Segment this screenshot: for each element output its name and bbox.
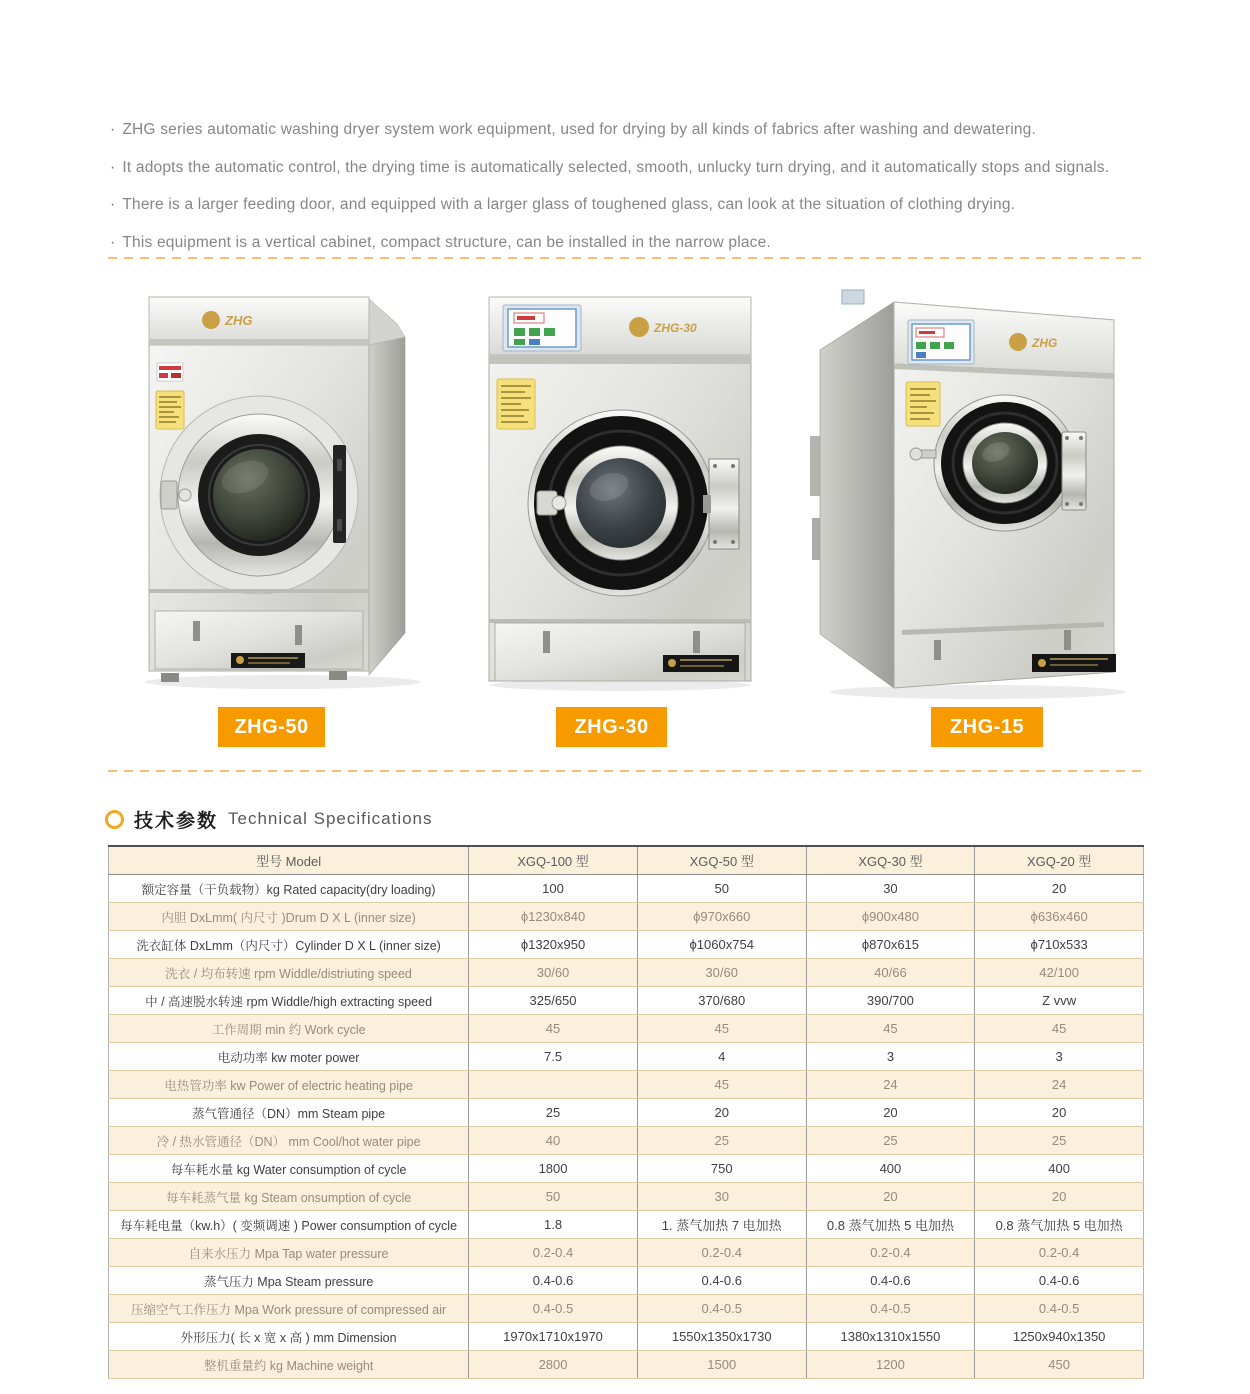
spec-cell: 40 xyxy=(469,1127,638,1155)
spec-cell: 25 xyxy=(975,1127,1144,1155)
spec-cell: 45 xyxy=(975,1015,1144,1043)
spec-cell: 0.2-0.4 xyxy=(469,1239,638,1267)
spec-cell: 25 xyxy=(806,1127,975,1155)
spec-cell: 1550x1350x1730 xyxy=(637,1323,806,1351)
panel-button xyxy=(529,339,540,345)
spec-table xyxy=(108,845,1144,1379)
spec-row xyxy=(109,903,1144,931)
brand-logo xyxy=(202,311,252,329)
spec-row xyxy=(109,875,1144,903)
door-latch-plate xyxy=(709,459,739,549)
spec-column-header: XGQ-30 型 xyxy=(806,846,975,875)
spec-row xyxy=(109,1211,1144,1239)
spec-row xyxy=(109,1071,1144,1099)
machine-seam xyxy=(489,355,751,364)
machine-image-zhg-15 xyxy=(806,286,1140,700)
spec-cell: ϕ1060x754 xyxy=(637,931,806,959)
spec-cell: 0.4-0.5 xyxy=(806,1295,975,1323)
product-figure-zhg-30 xyxy=(479,289,761,691)
spec-row-label: 电热管功率 kw Power of electric heating pipe xyxy=(109,1071,469,1099)
spec-cell: 0.8 蒸气加热 5 电加热 xyxy=(975,1211,1144,1239)
model-badge-zhg-30[interactable]: ZHG-30 xyxy=(556,707,667,747)
kick-slot xyxy=(1064,630,1071,650)
kick-slot xyxy=(934,640,941,660)
machine-shadow xyxy=(830,685,1126,699)
intro-bullet-4 xyxy=(110,224,1170,262)
spec-cell: 0.2-0.4 xyxy=(806,1239,975,1267)
spec-cell: 24 xyxy=(806,1071,975,1099)
panel-button xyxy=(529,328,540,336)
spec-cell: 45 xyxy=(806,1015,975,1043)
spec-cell: 0.4-0.6 xyxy=(637,1267,806,1295)
spec-cell: 1200 xyxy=(806,1351,975,1379)
spec-row-label: 整机重量约 kg Machine weight xyxy=(109,1351,469,1379)
top-fitting xyxy=(842,290,864,304)
spec-cell: 30 xyxy=(637,1183,806,1211)
model-badge-zhg-15[interactable]: ZHG-15 xyxy=(931,707,1043,747)
nameplate xyxy=(231,653,305,668)
intro-bullet-text: ZHG series automatic washing dryer system work equipment, used for drying by all kinds of fabrics after washing and dewatering. xyxy=(122,121,1036,138)
spec-cell: 1970x1710x1970 xyxy=(469,1323,638,1351)
spec-table-header-row xyxy=(109,846,1144,875)
section-title-en: Technical Specifications xyxy=(228,809,433,828)
model-badge-zhg-50[interactable]: ZHG-50 xyxy=(218,707,325,747)
spec-row xyxy=(109,1267,1144,1295)
machine-top-band xyxy=(149,297,369,345)
warning-sticker xyxy=(156,391,184,429)
spec-row-label: 自来水压力 Mpa Tap water pressure xyxy=(109,1239,469,1267)
spec-cell: ϕ636x460 xyxy=(975,903,1144,931)
spec-cell: 0.4-0.5 xyxy=(469,1295,638,1323)
spec-row-label: 内胆 DxLmm( 内尺寸 )Drum D X L (inner size) xyxy=(109,903,469,931)
spec-cell: 1. 蒸气加热 7 电加热 xyxy=(637,1211,806,1239)
spec-cell: 30/60 xyxy=(469,959,638,987)
control-panel xyxy=(908,320,974,364)
spec-cell: 100 xyxy=(469,875,638,903)
intro-bullet-2 xyxy=(110,149,1170,187)
intro-bullet-text: There is a larger feeding door, and equipped with a larger glass of toughened glass, can look at the situation of clothing drying. xyxy=(122,196,1016,213)
spec-row-label: 每车耗水量 kg Water consumption of cycle xyxy=(109,1155,469,1183)
kick-panel xyxy=(495,623,745,681)
intro-bullet-3 xyxy=(110,186,1170,224)
section-bullet-icon xyxy=(105,810,124,829)
warning-sticker xyxy=(906,382,940,426)
spec-cell: 0.2-0.4 xyxy=(637,1239,806,1267)
spec-row xyxy=(109,987,1144,1015)
spec-cell: ϕ1230x840 xyxy=(469,903,638,931)
spec-cell: 325/650 xyxy=(469,987,638,1015)
product-figure-zhg-15 xyxy=(806,286,1140,700)
spec-row-label: 每车耗蒸气量 kg Steam onsumption of cycle xyxy=(109,1183,469,1211)
door-handle xyxy=(179,489,191,501)
door-handle xyxy=(552,496,566,510)
machine-seam xyxy=(489,619,751,623)
spec-cell: 40/66 xyxy=(806,959,975,987)
brand-logo xyxy=(1009,333,1057,351)
spec-row-label: 冷 / 热水管通径（DN） mm Cool/hot water pipe xyxy=(109,1127,469,1155)
control-panel xyxy=(503,305,581,351)
spec-cell: 20 xyxy=(806,1183,975,1211)
spec-cell: 20 xyxy=(637,1099,806,1127)
spec-cell: ϕ710x533 xyxy=(975,931,1144,959)
door-handle xyxy=(910,448,922,460)
spec-cell: 45 xyxy=(637,1015,806,1043)
spec-cell: ϕ870x615 xyxy=(806,931,975,959)
spec-row xyxy=(109,1183,1144,1211)
panel-button xyxy=(944,342,954,349)
red-label-sticker xyxy=(157,363,183,381)
spec-row-label: 外形压力( 长 x 宽 x 高 ) mm Dimension xyxy=(109,1323,469,1351)
spec-cell: 24 xyxy=(975,1071,1144,1099)
panel-button xyxy=(930,342,940,349)
spec-row xyxy=(109,1043,1144,1071)
spec-row xyxy=(109,1239,1144,1267)
intro-bullet-1 xyxy=(110,111,1170,149)
door-assembly xyxy=(160,396,358,594)
spec-cell xyxy=(469,1071,638,1099)
spec-cell: 3 xyxy=(975,1043,1144,1071)
bullet-dot: · xyxy=(110,196,116,213)
spec-cell: 0.8 蒸气加热 5 电加热 xyxy=(806,1211,975,1239)
spec-row-label: 蒸气压力 Mpa Steam pressure xyxy=(109,1267,469,1295)
section-header xyxy=(105,804,433,834)
product-figure-zhg-50 xyxy=(133,283,440,690)
spec-cell: 1500 xyxy=(637,1351,806,1379)
machine-shadow xyxy=(145,675,421,689)
spec-row-label: 压缩空气工作压力 Mpa Work pressure of compressed air xyxy=(109,1295,469,1323)
svg-text:ZHG: ZHG xyxy=(1032,336,1058,350)
spec-row-label: 电动功率 kw moter power xyxy=(109,1043,469,1071)
spec-cell: 45 xyxy=(637,1071,806,1099)
spec-row-label: 蒸气管通径（DN）mm Steam pipe xyxy=(109,1099,469,1127)
svg-text:ZHG: ZHG xyxy=(225,313,253,328)
machine-image-zhg-50 xyxy=(133,283,440,690)
spec-table-wrap xyxy=(108,845,1144,1379)
spec-cell: 370/680 xyxy=(637,987,806,1015)
machine-image-zhg-30 xyxy=(479,289,761,691)
spec-cell: 1250x940x1350 xyxy=(975,1323,1144,1351)
spec-row xyxy=(109,1099,1144,1127)
spec-cell: ϕ900x480 xyxy=(806,903,975,931)
spec-cell: 25 xyxy=(637,1127,806,1155)
spec-cell: 390/700 xyxy=(806,987,975,1015)
spec-cell: 3 xyxy=(806,1043,975,1071)
bullet-dot: · xyxy=(110,158,116,176)
spec-cell: ϕ970x660 xyxy=(637,903,806,931)
machine-side-panel xyxy=(820,302,894,688)
spec-row xyxy=(109,1015,1144,1043)
spec-cell: 25 xyxy=(469,1099,638,1127)
spec-column-header: 型号 Model xyxy=(109,846,469,875)
spec-row xyxy=(109,1323,1144,1351)
spec-row xyxy=(109,959,1144,987)
spec-cell: 450 xyxy=(975,1351,1144,1379)
spec-table-body xyxy=(109,875,1144,1379)
spec-cell: 0.4-0.6 xyxy=(806,1267,975,1295)
spec-cell: 0.2-0.4 xyxy=(975,1239,1144,1267)
machine-foot xyxy=(161,673,179,682)
spec-cell: 20 xyxy=(975,1183,1144,1211)
warning-sticker xyxy=(497,379,535,429)
panel-button xyxy=(514,339,525,345)
spec-row xyxy=(109,1155,1144,1183)
nameplate xyxy=(1032,654,1116,672)
intro-bullet-text: It adopts the automatic control, the drying time is automatically selected, smooth, unlucky turn drying, and it automatically stops and signals. xyxy=(122,158,1110,176)
intro-bullets xyxy=(110,111,1170,261)
spec-cell: 7.5 xyxy=(469,1043,638,1071)
spec-column-header: XGQ-20 型 xyxy=(975,846,1144,875)
machine-seam xyxy=(149,589,369,593)
spec-cell: 4 xyxy=(637,1043,806,1071)
machine-foot xyxy=(329,671,347,680)
spec-cell: 20 xyxy=(806,1099,975,1127)
spec-cell: 0.4-0.5 xyxy=(637,1295,806,1323)
spec-cell: 50 xyxy=(469,1183,638,1211)
spec-cell: 30/60 xyxy=(637,959,806,987)
spec-cell: 0.4-0.6 xyxy=(469,1267,638,1295)
spec-row xyxy=(109,1351,1144,1379)
panel-button xyxy=(514,328,525,336)
dashed-divider-bottom xyxy=(108,770,1143,772)
door-latch-plate xyxy=(1062,432,1086,510)
nameplate xyxy=(663,655,739,672)
panel-button xyxy=(916,342,926,349)
spec-cell: 400 xyxy=(806,1155,975,1183)
spec-cell: 42/100 xyxy=(975,959,1144,987)
door-hinge xyxy=(161,481,177,509)
panel-button xyxy=(544,328,555,336)
section-title-zh: 技术参数 xyxy=(134,810,219,832)
spec-cell: 1.8 xyxy=(469,1211,638,1239)
spec-cell: 750 xyxy=(637,1155,806,1183)
spec-column-header: XGQ-100 型 xyxy=(469,846,638,875)
machine-seam xyxy=(149,339,369,345)
spec-cell: 1380x1310x1550 xyxy=(806,1323,975,1351)
door-glass xyxy=(972,432,1038,494)
machine-top-corner xyxy=(369,299,405,345)
machine-side-panel xyxy=(369,299,405,675)
spec-row xyxy=(109,1127,1144,1155)
spec-cell: 50 xyxy=(637,875,806,903)
spec-row-label: 工作周期 min 约 Work cycle xyxy=(109,1015,469,1043)
spec-cell: 2800 xyxy=(469,1351,638,1379)
spec-cell: ϕ1320x950 xyxy=(469,931,638,959)
bullet-dot: · xyxy=(110,233,116,251)
spec-row-label: 中 / 高速脱水转速 rpm Widdle/high extracting speed xyxy=(109,987,469,1015)
panel-button xyxy=(916,352,926,358)
spec-cell: 0.4-0.5 xyxy=(975,1295,1144,1323)
spec-row-label: 洗衣 / 均布转速 rpm Widdle/distriuting speed xyxy=(109,959,469,987)
spec-row xyxy=(109,931,1144,959)
spec-row xyxy=(109,1295,1144,1323)
spec-cell: 45 xyxy=(469,1015,638,1043)
spec-cell: 30 xyxy=(806,875,975,903)
spec-cell: 20 xyxy=(975,1099,1144,1127)
spec-row-label: 额定容量（干负载物）kg Rated capacity(dry loading) xyxy=(109,875,469,903)
spec-row-label: 每车耗电量（kw.h）( 变频调速 ) Power consumption of cycle xyxy=(109,1211,469,1239)
svg-text:ZHG-30: ZHG-30 xyxy=(654,321,697,335)
spec-cell: 0.4-0.6 xyxy=(975,1267,1144,1295)
door-glass xyxy=(576,458,666,548)
dashed-divider-top xyxy=(108,257,1143,259)
spec-cell: 400 xyxy=(975,1155,1144,1183)
intro-bullet-text: This equipment is a vertical cabinet, compact structure, can be installed in the narrow place. xyxy=(122,233,771,251)
spec-cell: 20 xyxy=(975,875,1144,903)
spec-cell: 1800 xyxy=(469,1155,638,1183)
spec-row-label: 洗衣缸体 DxLmm（内尺寸）Cylinder D X L (inner size) xyxy=(109,931,469,959)
bullet-dot: · xyxy=(110,121,116,138)
spec-cell: Z vvw xyxy=(975,987,1144,1015)
spec-column-header: XGQ-50 型 xyxy=(637,846,806,875)
